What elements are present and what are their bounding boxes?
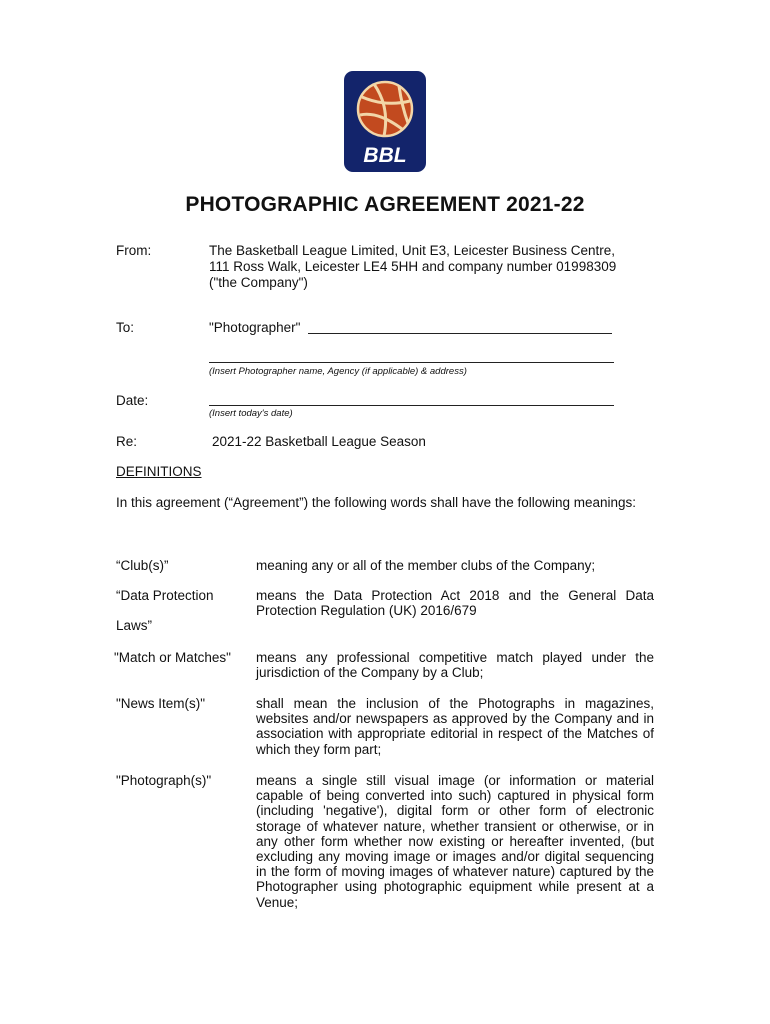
meaning-news-items: shall mean the inclusion of the Photographs in magazines, websites and/or newspapers as approved by the Company and in association with appropriate editorial in respect of the Matches of which they form part; [256,696,654,757]
from-label: From: [116,243,152,258]
date-label: Date: [116,393,149,408]
re-label: Re: [116,434,138,449]
photographer-address-line[interactable] [209,362,614,363]
meaning-data-protection: means the Data Protection Act 2018 and the General Data Protection Regulation (UK) 2016/679 [256,588,654,619]
meaning-photographs: means a single still visual image (or information or material capable of being converted into such) captured in physical form (including 'negative'), digital form or other form of electronic storage of whatever nature, whether transient or otherwise, or in any other form whether now existing or hereafter invented, (but excluding any moving image or images and/or digital sequencing in the form of moving images of whatever nature) captured by the Photographer using photographic equipment while present at a Venue; [256,773,654,910]
date-hint: (Insert today's date) [209,408,293,419]
term-data-protection-2: Laws” [116,618,153,633]
definitions-heading: DEFINITIONS [116,464,202,479]
from-line-2: 111 Ross Walk, Leicester LE4 5HH and company number 01998309 [209,259,617,274]
term-matches: "Match or Matches" [114,650,231,665]
to-label: To: [116,320,135,335]
re-value: 2021-22 Basketball League Season [212,434,426,449]
meaning-matches: means any professional competitive match played under the jurisdiction of the Company by a Club; [256,650,654,681]
term-news-items: "News Item(s)" [116,696,206,711]
svg-text:BBL: BBL [363,144,407,167]
bbl-logo [344,71,426,172]
term-data-protection: “Data Protection [116,588,214,603]
date-line[interactable] [209,405,614,406]
page-title: PHOTOGRAPHIC AGREEMENT 2021-22 [185,193,585,216]
meaning-clubs: meaning any or all of the member clubs of the Company; [256,558,596,573]
photographer-name-line[interactable] [308,333,612,334]
to-hint: (Insert Photographer name, Agency (if applicable) & address) [209,366,467,377]
definitions-intro: In this agreement (“Agreement”) the following words shall have the following meanings: [116,495,637,510]
from-line-3: ("the Company") [209,275,308,290]
term-photographs: "Photograph(s)" [116,773,212,788]
from-line-1: The Basketball League Limited, Unit E3, Leicester Business Centre, [209,243,615,258]
to-value: "Photographer" [209,320,301,335]
term-clubs: “Club(s)” [116,558,169,573]
